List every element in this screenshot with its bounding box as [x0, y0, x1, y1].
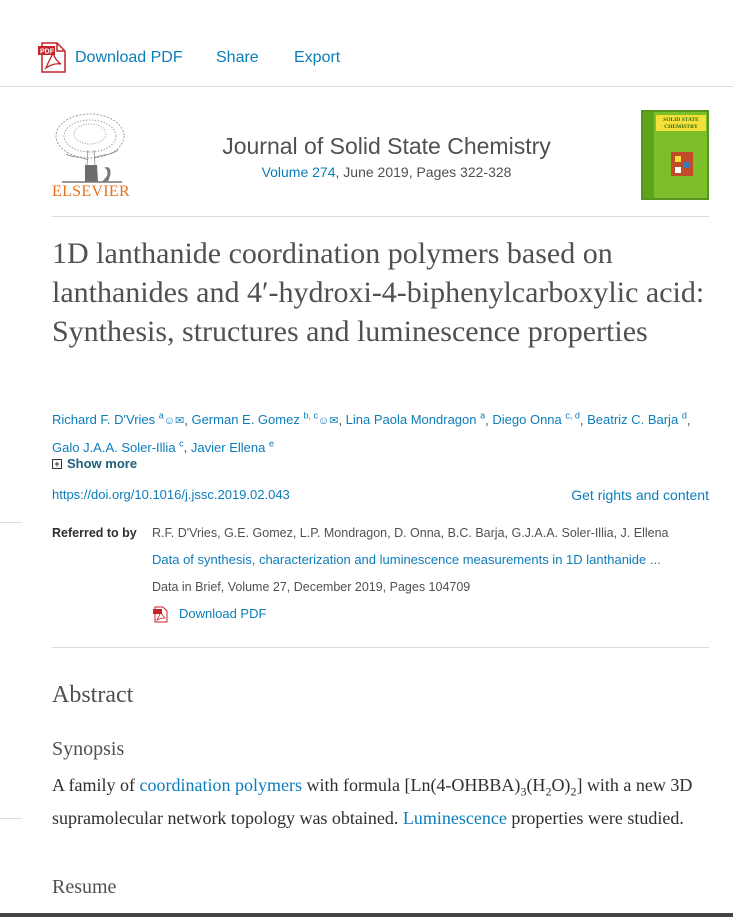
rights-link[interactable]: Get rights and content: [571, 487, 709, 503]
edge-divider: [0, 818, 22, 819]
svg-text:PDF: PDF: [40, 48, 54, 56]
synopsis-heading: Synopsis: [52, 738, 125, 760]
author-link[interactable]: [191, 440, 274, 455]
pdf-icon[interactable]: [38, 42, 67, 73]
author-name: Javier Ellena: [190, 439, 266, 455]
publisher-name: ELSEVIER: [52, 183, 130, 200]
author-separator: ,: [338, 412, 346, 428]
person-icon: ☺: [317, 415, 330, 428]
author-name: Diego Onna: [492, 412, 562, 428]
author-affiliation: d: [681, 411, 687, 421]
edge-divider: [0, 522, 22, 523]
show-more-button[interactable]: [52, 456, 137, 471]
referred-source: Data in Brief, Volume 27, December 2019, Pages 104709: [152, 580, 471, 594]
author-affiliation: c: [179, 438, 184, 449]
author-affiliation: e: [268, 438, 274, 449]
person-icon: ☺: [163, 415, 176, 428]
synopsis-text-part: properties were studied.: [506, 807, 684, 828]
author-name: Richard F. D'Vries: [52, 412, 156, 428]
toolbar: [0, 0, 733, 87]
share-link[interactable]: Share: [216, 49, 259, 66]
synopsis-text-part: ] with a new 3D supramolecular network topology was obtained.: [52, 775, 693, 828]
show-more-label: Show more: [67, 456, 138, 471]
export-link[interactable]: Export: [294, 49, 341, 66]
author-link[interactable]: [52, 412, 184, 427]
synopsis-text: [52, 772, 712, 831]
author-name: Lina Paola Mondragon: [345, 412, 477, 428]
author-separator: ,: [686, 412, 691, 428]
author-link[interactable]: [191, 412, 338, 427]
synopsis-text-part: O): [551, 775, 571, 795]
section-divider: [52, 647, 709, 648]
author-link[interactable]: [587, 412, 687, 427]
author-link[interactable]: [346, 412, 485, 427]
synopsis-text-part: with formula [Ln(4-OHBBA): [301, 775, 521, 795]
author-list: [52, 405, 712, 459]
author-link[interactable]: [52, 440, 184, 455]
author-name: Beatriz C. Barja: [587, 412, 679, 428]
plus-icon: +: [52, 459, 62, 469]
referred-to-by-label: Referred to by: [52, 526, 137, 540]
author-link[interactable]: [492, 412, 580, 427]
author-separator: ,: [183, 439, 191, 455]
mail-icon: ✉: [329, 415, 339, 428]
journal-issue-info: [0, 164, 733, 180]
author-name: German E. Gomez: [191, 412, 300, 428]
author-affiliation: c, d: [565, 411, 580, 421]
referred-article-link[interactable]: Data of synthesis, characterization and luminescence measurements in 1D lanthanide ...: [152, 552, 661, 567]
abstract-heading: Abstract: [52, 682, 134, 708]
author-affiliation: b, c: [303, 411, 318, 421]
coordination-polymers-link[interactable]: coordination polymers: [139, 775, 302, 795]
author-affiliation: a: [480, 411, 486, 421]
download-pdf-link[interactable]: Download PDF: [75, 49, 183, 66]
subscript: 3: [520, 784, 527, 799]
referred-authors: R.F. D'Vries, G.E. Gomez, L.P. Mondragon, D. Onna, B.C. Barja, G.J.A.A. Soler-Illia, J. Ellena: [152, 526, 669, 540]
volume-link[interactable]: Volume 274: [261, 164, 336, 180]
author-separator: ,: [184, 412, 192, 428]
svg-text:SOLID STATE: SOLID STATE: [663, 117, 699, 123]
header-divider: [52, 216, 709, 217]
article-title: 1D lanthanide coordination polymers based on lanthanides and 4′-hydroxi-4-biphenylcarboxylic acid: Synthesis, structures and luminescence properties: [52, 237, 705, 348]
luminescence-link[interactable]: Luminescence: [402, 807, 507, 828]
doi-link[interactable]: https://doi.org/10.1016/j.jssc.2019.02.043: [52, 487, 290, 502]
author-affiliation: a: [158, 411, 164, 421]
mail-icon: ✉: [175, 415, 185, 428]
journal-cover-image[interactable]: [641, 110, 709, 200]
resume-heading: Resume: [52, 876, 117, 898]
pdf-icon[interactable]: [153, 606, 168, 623]
author-separator: ,: [485, 412, 493, 428]
journal-title-link[interactable]: Journal of Solid State Chemistry: [222, 133, 551, 159]
journal-title: [0, 133, 733, 160]
svg-text:CHEMISTRY: CHEMISTRY: [664, 124, 698, 130]
subscript: 2: [545, 784, 552, 799]
issue-details: , June 2019, Pages 322-328: [335, 164, 512, 180]
synopsis-text-part: (H: [526, 775, 546, 795]
cut-off-text-line: [0, 913, 733, 917]
subscript: 2: [570, 784, 577, 799]
synopsis-text-part: A family of: [52, 775, 140, 795]
author-separator: ,: [579, 412, 588, 428]
author-name: Galo J.A.A. Soler-Illia: [52, 439, 176, 455]
referred-download-pdf-link[interactable]: Download PDF: [179, 606, 267, 621]
